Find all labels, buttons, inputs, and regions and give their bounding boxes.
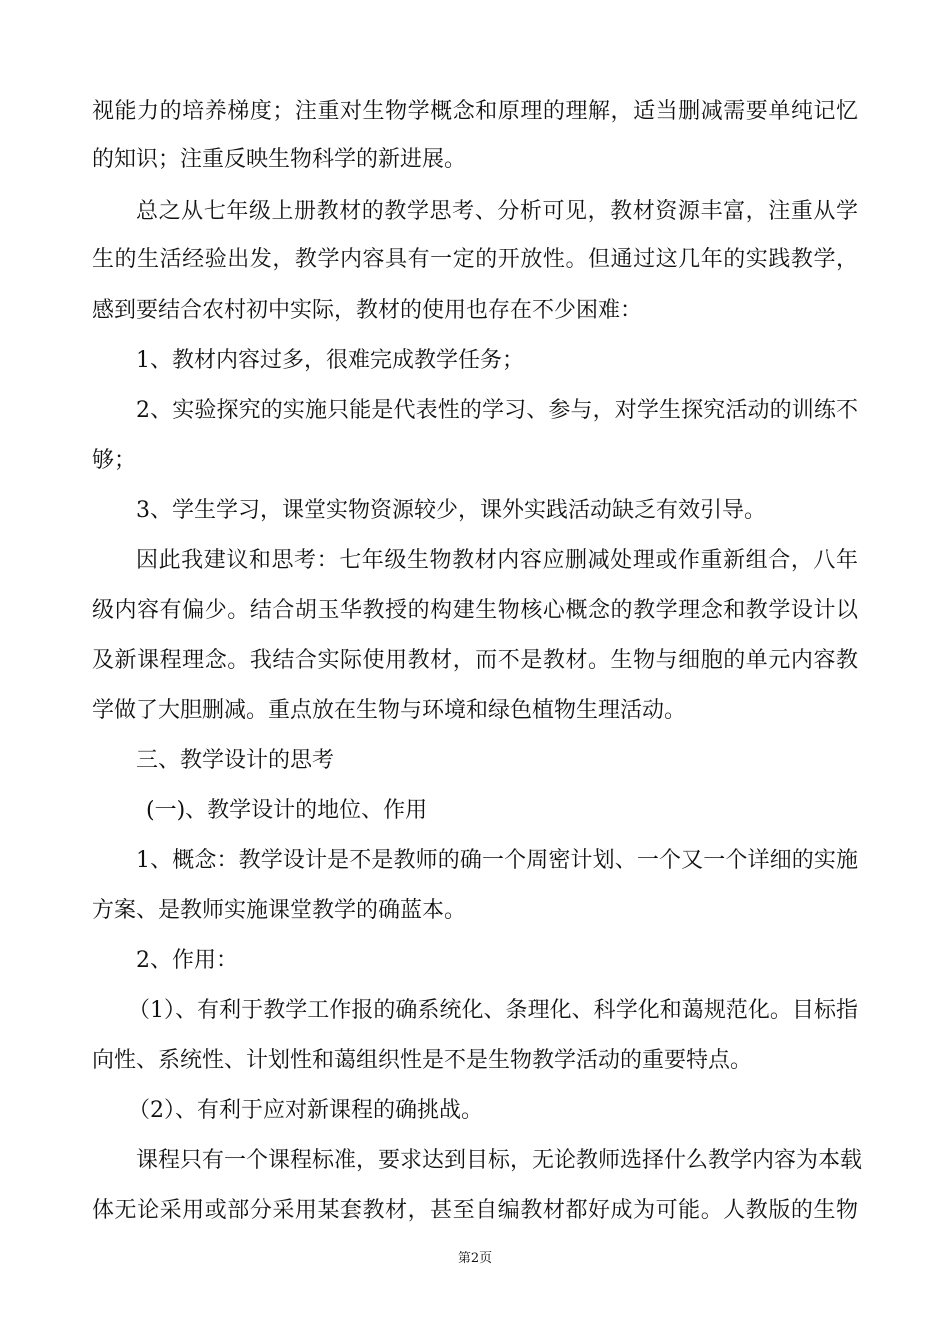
page-number: 第2页 <box>457 1251 493 1266</box>
paragraph-line: 的知识；注重反映生物科学的新进展。 <box>92 147 467 172</box>
subsection-heading: (一)、教学设计的地位、作用 <box>146 798 428 823</box>
paragraph-line: 学做了大胆删减。重点放在生物与环境和绿色植物生理活动。 <box>92 698 687 723</box>
list-item: 2、实验探究的实施只能是代表性的学习、参与，对学生探究活动的训练不 <box>136 398 858 423</box>
paragraph-line: 生的生活经验出发，教学内容具有一定的开放性。但通过这几年的实践教学， <box>92 247 858 272</box>
paragraph-line: 课程只有一个课程标准，要求达到目标，无论教师选择什么教学内容为本载 <box>136 1148 863 1173</box>
paragraph-line: 2、作用： <box>136 948 238 973</box>
paragraph-line: 因此我建议和思考：七年级生物教材内容应删减处理或作重新组合，八年 <box>136 548 858 573</box>
paragraph-line: 向性、系统性、计划性和蔼组织性是不是生物教学活动的重要特点。 <box>92 1048 753 1073</box>
paragraph-line: 体无论采用或部分采用某套教材，甚至自编教材都好成为可能。人教版的生物 <box>92 1198 858 1223</box>
paragraph-line: 够； <box>92 448 137 473</box>
paragraph-line: 视能力的培养梯度；注重对生物学概念和原理的理解，适当删减需要单纯记忆 <box>92 99 858 124</box>
paragraph-line: 1、概念：教学设计是不是教师的确一个周密计划、一个又一个详细的实施 <box>136 848 858 873</box>
paragraph-line: 感到要结合农村初中实际，教材的使用也存在不少困难： <box>92 298 643 323</box>
paragraph-line: 及新课程理念。我结合实际使用教材，而不是教材。生物与细胞的单元内容教 <box>92 648 858 673</box>
list-item: 1、教材内容过多，很难完成教学任务； <box>136 348 524 373</box>
paragraph-line: 总之从七年级上册教材的教学思考、分析可见，教材资源丰富，注重从学 <box>136 199 858 224</box>
list-item: 3、学生学习，课堂实物资源较少，课外实践活动缺乏有效引导。 <box>136 498 766 523</box>
paragraph-line: 方案、是教师实施课堂教学的确蓝本。 <box>92 898 467 923</box>
section-heading: 三、教学设计的思考 <box>136 748 335 773</box>
paragraph-line: （2）、有利于应对新课程的确挑战。 <box>128 1098 483 1123</box>
paragraph-line: 级内容有偏少。结合胡玉华教授的构建生物核心概念的教学理念和教学设计以 <box>92 598 858 623</box>
paragraph-line: （1）、有利于教学工作报的确系统化、条理化、科学化和蔼规范化。目标指 <box>128 998 858 1023</box>
